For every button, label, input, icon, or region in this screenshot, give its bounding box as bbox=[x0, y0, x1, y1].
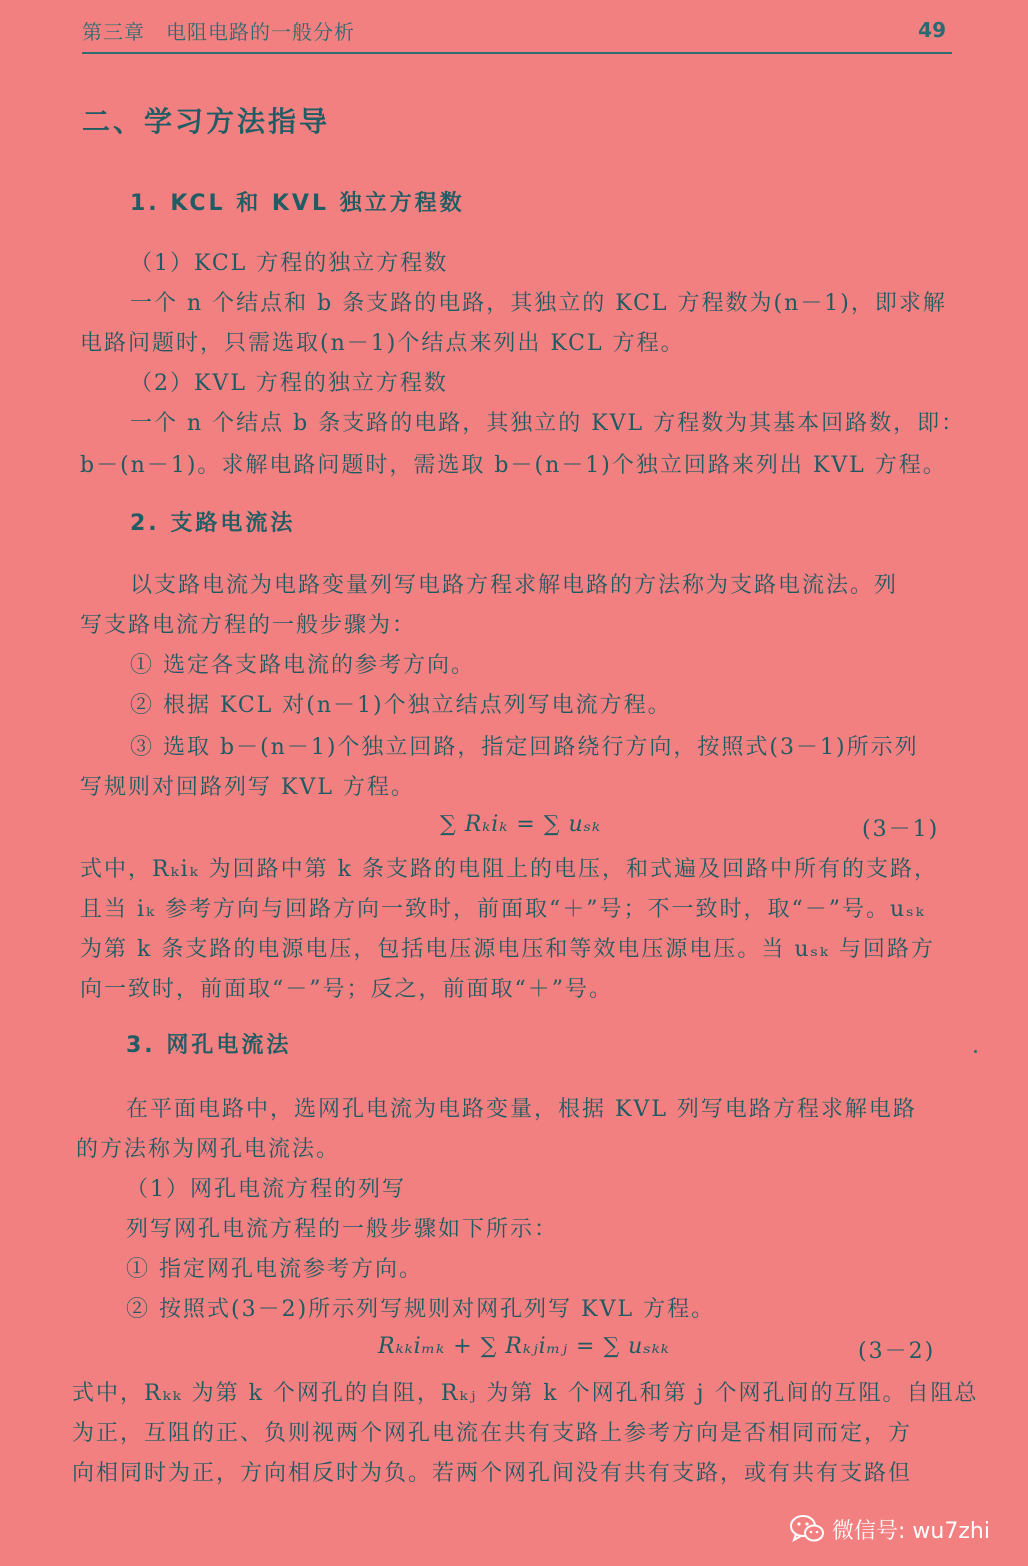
wechat-icon bbox=[790, 1514, 824, 1544]
page-header bbox=[82, 12, 952, 58]
kcl-heading: （1）KCL 方程的独立方程数 bbox=[130, 251, 449, 276]
equation-number-3-1: (3－1) bbox=[862, 817, 940, 842]
kcl-text-line-1: 一个 n 个结点和 b 条支路的电路，其独立的 KCL 方程数为(n－1)，即求解 bbox=[130, 291, 947, 316]
branch-explain-line-2: 且当 iₖ 参考方向与回路方向一致时，前面取“＋”号；不一致时，取“－”号。uₛₖ bbox=[80, 897, 926, 922]
branch-step-2: ② 根据 KCL 对(n－1)个独立结点列写电流方程。 bbox=[130, 693, 672, 718]
mesh-step-1: ① 指定网孔电流参考方向。 bbox=[126, 1257, 423, 1282]
branch-explain-line-4: 向一致时，前面取“－”号；反之，前面取“＋”号。 bbox=[80, 977, 613, 1002]
mesh-explain-line-3: 向相同时为正，方向相反时为负。若两个网孔间没有共有支路，或有共有支路但 bbox=[72, 1461, 913, 1486]
chapter-title: 第三章 电阻电路的一般分析 bbox=[82, 20, 355, 44]
mesh-explain-line-2: 为正，互阻的正、负则视两个网孔电流在共有支路上参考方向是否相同而定，方 bbox=[72, 1421, 913, 1446]
kcl-text-line-2: 电路问题时，只需选取(n－1)个结点来列出 KCL 方程。 bbox=[80, 331, 685, 356]
kvl-heading: （2）KVL 方程的独立方程数 bbox=[130, 371, 448, 396]
mesh-steps-intro: 列写网孔电流方程的一般步骤如下所示： bbox=[126, 1217, 559, 1242]
kvl-text-line-2: b－(n－1)。求解电路问题时，需选取 b－(n－1)个独立回路来列出 KVL 方程。 bbox=[80, 453, 947, 478]
equation-number-3-2: (3－2) bbox=[858, 1339, 936, 1364]
branch-step-3-line-2: 写规则对回路列写 KVL 方程。 bbox=[80, 775, 415, 800]
equation-3-1: ∑ Rₖiₖ = ∑ uₛₖ bbox=[440, 812, 602, 837]
branch-text-line-1: 以支路电流为电路变量列写电路方程求解电路的方法称为支路电流法。列 bbox=[130, 573, 899, 598]
header-rule bbox=[82, 52, 952, 54]
page-number: 49 bbox=[918, 18, 946, 42]
mesh-step-2: ② 按照式(3－2)所示列写规则对网孔列写 KVL 方程。 bbox=[126, 1297, 716, 1322]
equation-3-2: Rₖₖiₘₖ + ∑ Rₖⱼiₘⱼ = ∑ uₛₖₖ bbox=[378, 1334, 670, 1359]
mesh-explain-line-1: 式中，Rₖₖ 为第 k 个网孔的自阻，Rₖⱼ 为第 k 个网孔和第 j 个网孔间的互阻。自阻总 bbox=[72, 1381, 979, 1406]
branch-explain-line-1: 式中，Rₖiₖ 为回路中第 k 条支路的电阻上的电压，和式遍及回路中所有的支路， bbox=[80, 857, 938, 882]
branch-explain-line-3: 为第 k 条支路的电源电压，包括电压源电压和等效电压源电压。当 uₛₖ 与回路方 bbox=[80, 937, 935, 962]
subsection-title-kcl-kvl: 1. KCL 和 KVL 独立方程数 bbox=[130, 191, 465, 216]
section-title: 二、学习方法指导 bbox=[82, 105, 331, 138]
subsection-title-mesh-current: 3. 网孔电流法 bbox=[126, 1033, 292, 1058]
watermark-text: 微信号: wu7zhi bbox=[832, 1519, 990, 1544]
branch-step-3-line-1: ③ 选取 b－(n－1)个独立回路，指定回路绕行方向，按照式(3－1)所示列 bbox=[130, 735, 919, 760]
scan-speck bbox=[974, 1050, 977, 1053]
watermark bbox=[790, 1512, 1000, 1548]
branch-step-1: ① 选定各支路电流的参考方向。 bbox=[130, 653, 475, 678]
kvl-text-line-1: 一个 n 个结点 b 条支路的电路，其独立的 KVL 方程数为其基本回路数，即： bbox=[130, 411, 966, 436]
mesh-text-line-2: 的方法称为网孔电流法。 bbox=[76, 1137, 341, 1162]
branch-text-line-2: 写支路电流方程的一般步骤为： bbox=[80, 613, 417, 638]
mesh-text-line-1: 在平面电路中，选网孔电流为电路变量，根据 KVL 列写电路方程求解电路 bbox=[126, 1097, 917, 1122]
subsection-title-branch-current: 2. 支路电流法 bbox=[130, 511, 296, 536]
mesh-heading: （1）网孔电流方程的列写 bbox=[126, 1177, 406, 1202]
